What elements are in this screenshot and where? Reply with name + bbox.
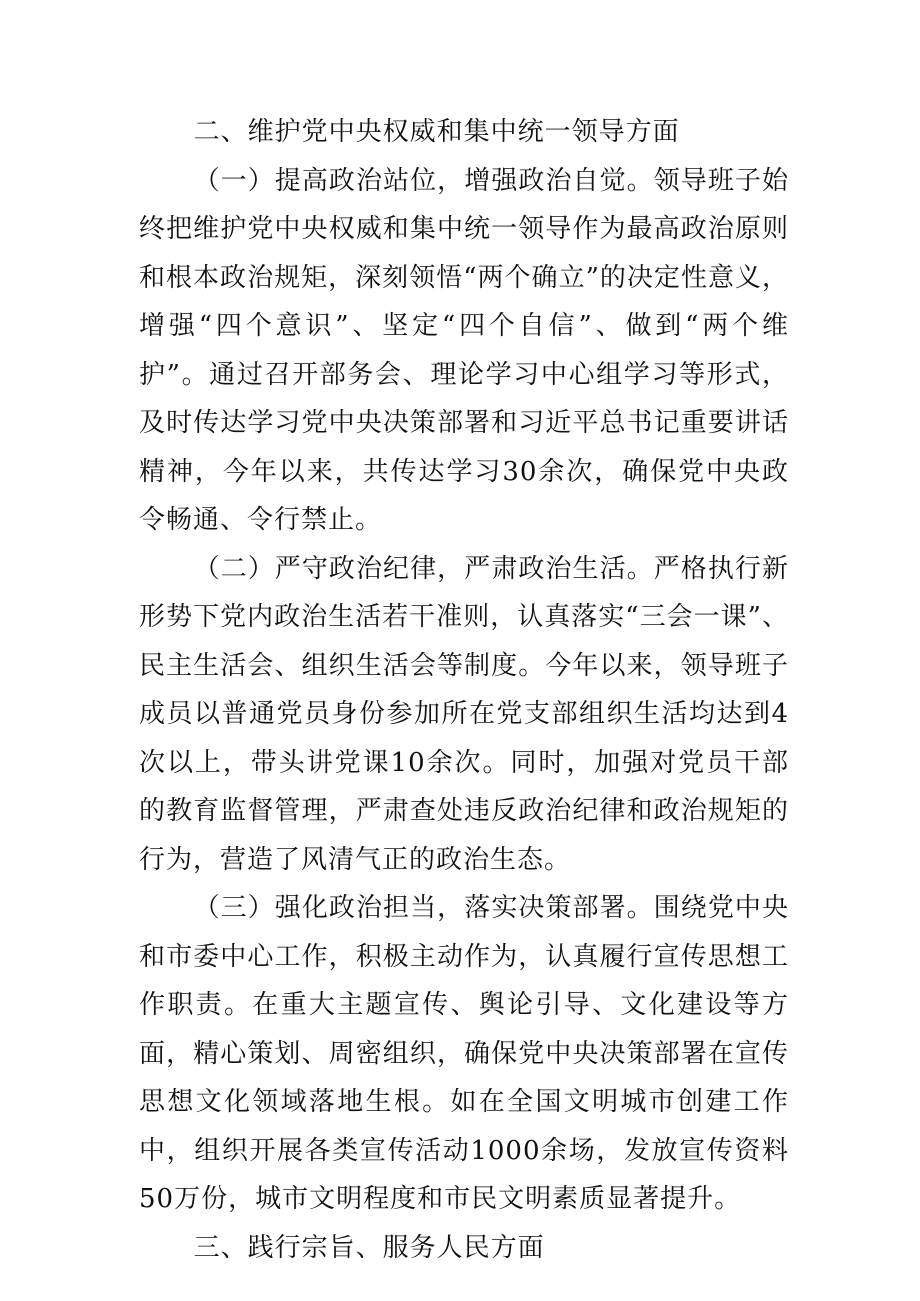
paragraph-one: [139, 157, 789, 545]
paragraph-three-body: 围绕党中央和市委中心工作，积极主动作为，认真履行宣传思想工作职责。在重大主题宣传、舆论引导、文化建设等方面，精心策划、周密组织，确保党中央决策部署在宣传思想文化领域落地生根。如在全国文明城市创建工作中，组织开展各类宣传活动1000余场，发放宣传资料50万份，城市文明程度和市民文明素质显著提升。: [139, 893, 789, 1214]
paragraph-one-lead: （一）提高政治站位，增强政治自觉。: [193, 165, 654, 196]
section-heading-two: 二、维护党中央权威和集中统一领导方面: [193, 117, 680, 147]
document-body: [139, 108, 789, 1272]
paragraph-two-lead: （二）严守政治纪律，严肃政治生活。: [193, 553, 654, 584]
section-heading-three: 三、践行宗旨、服务人民方面: [193, 1232, 545, 1263]
paragraph-three: [139, 884, 789, 1224]
paragraph-two-body: 严格执行新形势下党内政治生活若干准则，认真落实“三会一课”、民主生活会、组织生活会等制度。今年以来，领导班子成员以普通党员身份参加所在党支部组织生活均达到4次以上，带头讲党课10余次。同时，加强对党员干部的教育监督管理，严肃查处违反政治纪律和政治规矩的行为，营造了风清气正的政治生态。: [139, 553, 789, 875]
paragraph-two: [139, 545, 789, 885]
paragraph-one-body: 领导班子始终把维护党中央权威和集中统一领导作为最高政治原则和根本政治规矩，深刻领悟“两个确立”的决定性意义，增强“四个意识”、坚定“四个自信”、做到“两个维护”。通过召开部务会、理论学习中心组学习等形式，及时传达学习党中央决策部署和习近平总书记重要讲话精神，今年以来，共传达学习30余次，确保党中央政令畅通、令行禁止。: [139, 165, 789, 535]
paragraph-three-lead: （三）强化政治担当，落实决策部署。: [193, 893, 654, 923]
